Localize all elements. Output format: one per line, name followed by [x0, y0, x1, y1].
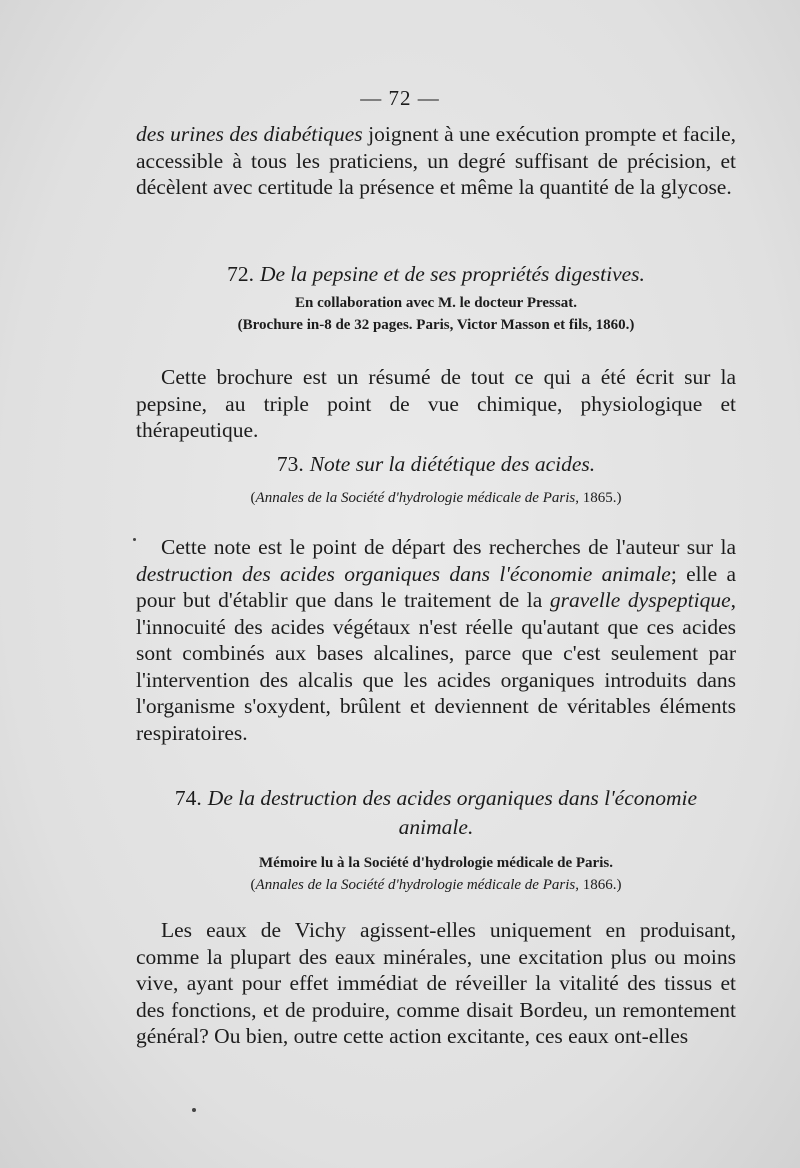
section-74-heading: [136, 786, 736, 811]
paragraph-diabetes: [136, 121, 736, 201]
journal-title: Annales de la Société d'hydrologie médicale de Paris: [255, 490, 576, 506]
section-74-memoir: Mémoire lu à la Société d'hydrologie médicale de Paris.: [259, 855, 613, 871]
section-73-publication: (Annales de la Société d'hydrologie médicale de Paris, 1865.): [250, 490, 622, 506]
section-72-publication: (Brochure in-8 de 32 pages. Paris, Victor Masson et fils, 1860.): [237, 317, 635, 333]
section-74-text: Les eaux de Vichy agissent-elles uniquement en produisant, comme la plupart des eaux minérales, une excitation plus ou moins vive, ayant pour effet immédiat de réveiller la vitalité des tissus et des fonctions, et de produire, comme disait Bordeu, un remontement général? Ou bien, outre cette action excitante, ces eaux ont-elles: [136, 918, 736, 1048]
ink-speck: [192, 1108, 196, 1112]
section-73-heading: [136, 452, 736, 477]
italic-phrase: gravelle dyspeptique: [549, 588, 731, 612]
italic-phrase: des urines des diabétiques: [136, 122, 363, 146]
italic-phrase: destruction des acides organiques dans l'économie animale: [136, 561, 671, 586]
section-74-heading-line2: [136, 815, 736, 840]
section-title: De la pepsine et de ses propriétés digestives.: [259, 262, 645, 286]
section-number: 72.: [227, 262, 254, 286]
section-title: animale.: [398, 815, 474, 839]
section-72-heading: [136, 262, 736, 287]
section-72-collaboration: En collaboration avec M. le docteur Pressat.: [295, 295, 577, 311]
section-title: Note sur la diététique des acides.: [309, 452, 596, 476]
section-73-text: Cette note est le point de départ des recherches de l'auteur sur la destruction des acides organiques dans l'économie animale; elle a pour but d'établir que dans le traitement de la gravelle dyspeptique, l'innocuité des acides végétaux n'est réelle qu'autant que ces acides sont combinés aux bases alcalines, parce que c'est seulement par l'intervention des alcalis que les acides organiques introduits dans l'organisme s'oxydent, brûlent et deviennent de véritables éléments respiratoires.: [136, 535, 736, 745]
journal-title: Annales de la Société d'hydrologie médicale de Paris: [255, 877, 576, 893]
paragraph-text: joignent à une exécution prompte et facile, accessible à tous les praticiens, un degré suffisant de précision, et décèlent avec certitude la présence et même la quantité de la glycose.: [136, 122, 736, 199]
section-74-publication: (Annales de la Société d'hydrologie médicale de Paris, 1866.): [250, 877, 622, 893]
section-72-text: Cette brochure est un résumé de tout ce qui a été écrit sur la pepsine, au triple point de vue chimique, physiologique et thérapeutique.: [136, 365, 736, 442]
ink-speck: [133, 538, 136, 541]
section-title: De la destruction des acides organiques dans l'économie: [207, 786, 698, 810]
section-number: 73.: [276, 452, 304, 476]
section-number: 74.: [174, 786, 202, 810]
page-number: — 72 —: [360, 86, 440, 110]
